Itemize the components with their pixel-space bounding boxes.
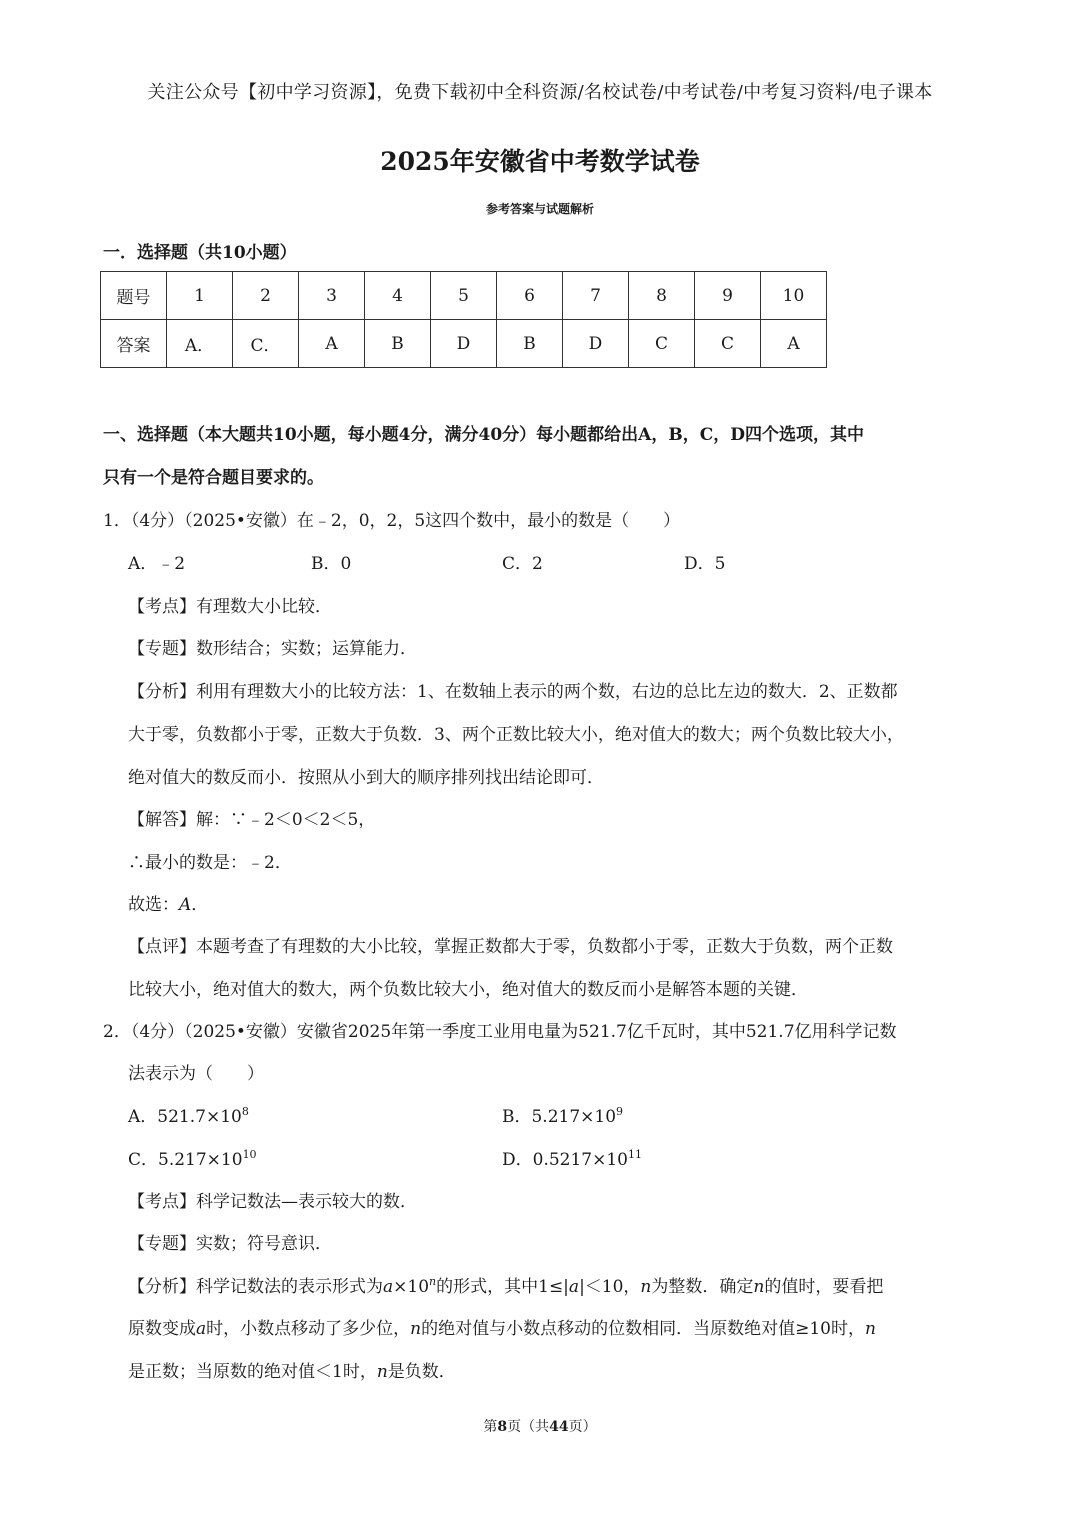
question-number: 2	[233, 272, 299, 320]
page-title: 2025年安徽省中考数学试卷	[380, 147, 700, 176]
q2-option-c-exponent: 10	[242, 1148, 257, 1161]
question-number: 8	[629, 272, 695, 320]
q1-option-c: C．2	[502, 554, 543, 574]
q1-stem: 1．（4分）（2025•安徽）在﹣2，0，2，5这四个数中，最小的数是（ ）	[103, 511, 681, 531]
math-variable: n	[410, 1319, 422, 1339]
q1-dianping-line: 【点评】本题考查了有理数的大小比较，掌握正数都大于零，负数都小于零，正数大于负数，两个正数	[128, 937, 893, 957]
q2-stem-line: 法表示为（ ）	[128, 1064, 264, 1084]
text-fragment: 时，小数点移动了多少位，	[206, 1319, 411, 1339]
q1-option-a: A．﹣2	[128, 554, 186, 574]
question-number: 3	[299, 272, 365, 320]
q2-option-a	[128, 1102, 249, 1127]
q1-dianping-line: 比较大小，绝对值大的数大，两个负数比较大小，绝对值大的数反而小是解答本题的关键．	[128, 980, 808, 1000]
promo-banner: 关注公众号【初中学习资源】，免费下载初中全科资源/名校试卷/中考试卷/中考复习资料/电子课本	[147, 82, 933, 103]
footer-text: 页）	[568, 1419, 597, 1435]
q2-fenxi-line	[128, 1357, 456, 1382]
text-fragment: 原数变成	[128, 1319, 196, 1339]
math-variable: n	[376, 1362, 388, 1382]
q2-option-c-base: C．5.217×10	[128, 1150, 243, 1170]
answer-cell: A．	[167, 320, 233, 368]
q1-zhuanti: 【专题】数形结合；实数；运算能力．	[128, 639, 417, 659]
q1-kaodian: 【考点】有理数大小比较．	[128, 597, 332, 617]
answer-cell: A	[761, 320, 827, 368]
q1-guxuan	[128, 890, 208, 915]
table-row-answers	[101, 320, 827, 368]
answer-cell: B	[365, 320, 431, 368]
question-number: 10	[761, 272, 827, 320]
q2-zhuanti: 【专题】实数；符号意识．	[128, 1234, 332, 1254]
instructions-line: 只有一个是符合题目要求的。	[103, 468, 324, 488]
text-fragment: 【分析】科学记数法的表示形式为	[128, 1277, 383, 1297]
q2-fenxi-line	[128, 1314, 876, 1339]
q1-fenxi-line: 【分析】利用有理数大小的比较方法：1、在数轴上表示的两个数，右边的总比左边的数大．2、正数都	[128, 682, 898, 702]
q2-option-d-exponent: 11	[628, 1148, 642, 1161]
q2-option-b-base: B．5.217×10	[502, 1107, 617, 1127]
math-variable: a	[383, 1277, 394, 1297]
q2-kaodian: 【考点】科学记数法—表示较大的数．	[128, 1192, 417, 1212]
question-number: 9	[695, 272, 761, 320]
question-number: 7	[563, 272, 629, 320]
text-fragment: 是正数；当原数的绝对值＜1时，	[128, 1362, 377, 1382]
text-fragment: ×10	[393, 1277, 430, 1297]
text-fragment: 的值时，要看把	[764, 1277, 884, 1297]
q1-jieda-line: 【解答】解：∵﹣2＜0＜2＜5，	[128, 810, 376, 830]
answer-cell: D	[431, 320, 497, 368]
text-fragment: 的绝对值与小数点移动的位数相同．当原数绝对值≥10时，	[421, 1319, 865, 1339]
answer-cell: C	[695, 320, 761, 368]
q1-fenxi-line: 大于零，负数都小于零，正数大于负数．3、两个正数比较大小，绝对值大的数大；两个负数比较大小，	[128, 725, 904, 745]
q2-option-c	[128, 1145, 257, 1170]
text-fragment: 的形式，其中1≤|	[436, 1277, 569, 1297]
question-number: 1	[167, 272, 233, 320]
q1-option-d: D．5	[684, 554, 726, 574]
q1-jieda-line: ∴最小的数是：﹣2．	[128, 853, 292, 873]
page-footer	[0, 1416, 1080, 1436]
instructions-line: 一、选择题（本大题共10小题，每小题4分，满分40分）每小题都给出A，B，C，D四个选项，其中	[103, 425, 864, 445]
text-fragment: 为整数．确定	[651, 1277, 754, 1297]
answer-cell: A	[299, 320, 365, 368]
answer-cell: C．	[233, 320, 299, 368]
footer-text: 第	[483, 1419, 498, 1435]
answer-cell: B	[497, 320, 563, 368]
page-subtitle: 参考答案与试题解析	[485, 202, 594, 216]
text-fragment: 是负数．	[387, 1362, 456, 1382]
q1-fenxi-line: 绝对值大的数反而小．按照从小到大的顺序排列找出结论即可．	[128, 768, 604, 788]
q2-stem-line: 2．（4分）（2025•安徽）安徽省2025年第一季度工业用电量为521.7亿千瓦时，其中521.7亿用科学记数	[103, 1022, 897, 1042]
q2-option-a-exponent: 8	[241, 1105, 249, 1118]
table-row-label: 题号	[101, 272, 167, 320]
text-fragment: |＜10，	[579, 1277, 641, 1297]
answer-table	[100, 271, 827, 368]
q1-guxuan-letter: A	[179, 895, 192, 915]
q2-fenxi-line	[128, 1272, 883, 1297]
q1-guxuan-prefix: 故选：	[128, 895, 179, 915]
table-row-numbers	[101, 272, 827, 320]
page-total: 44	[549, 1419, 569, 1435]
math-variable: a	[568, 1277, 580, 1297]
q2-option-b	[502, 1102, 623, 1127]
q2-option-d	[502, 1145, 642, 1170]
footer-text: 页（共	[507, 1419, 550, 1435]
question-number: 5	[431, 272, 497, 320]
answer-cell: D	[563, 320, 629, 368]
q2-option-a-base: A．521.7×10	[128, 1107, 242, 1127]
q2-option-d-base: D．0.5217×10	[502, 1150, 628, 1170]
page-number: 8	[497, 1419, 508, 1435]
section-heading: 一．选择题（共10小题）	[103, 243, 297, 263]
question-number: 4	[365, 272, 431, 320]
math-variable: n	[640, 1277, 652, 1297]
q1-option-b: B．0	[311, 554, 352, 574]
table-row-label: 答案	[101, 320, 167, 368]
math-variable: n	[753, 1277, 765, 1297]
math-exponent: n	[429, 1275, 437, 1288]
q1-guxuan-suffix: ．	[191, 895, 209, 915]
math-variable: a	[196, 1319, 207, 1339]
answer-cell: C	[629, 320, 695, 368]
q2-option-b-exponent: 9	[616, 1105, 624, 1118]
question-number: 6	[497, 272, 563, 320]
math-variable: n	[864, 1319, 876, 1339]
